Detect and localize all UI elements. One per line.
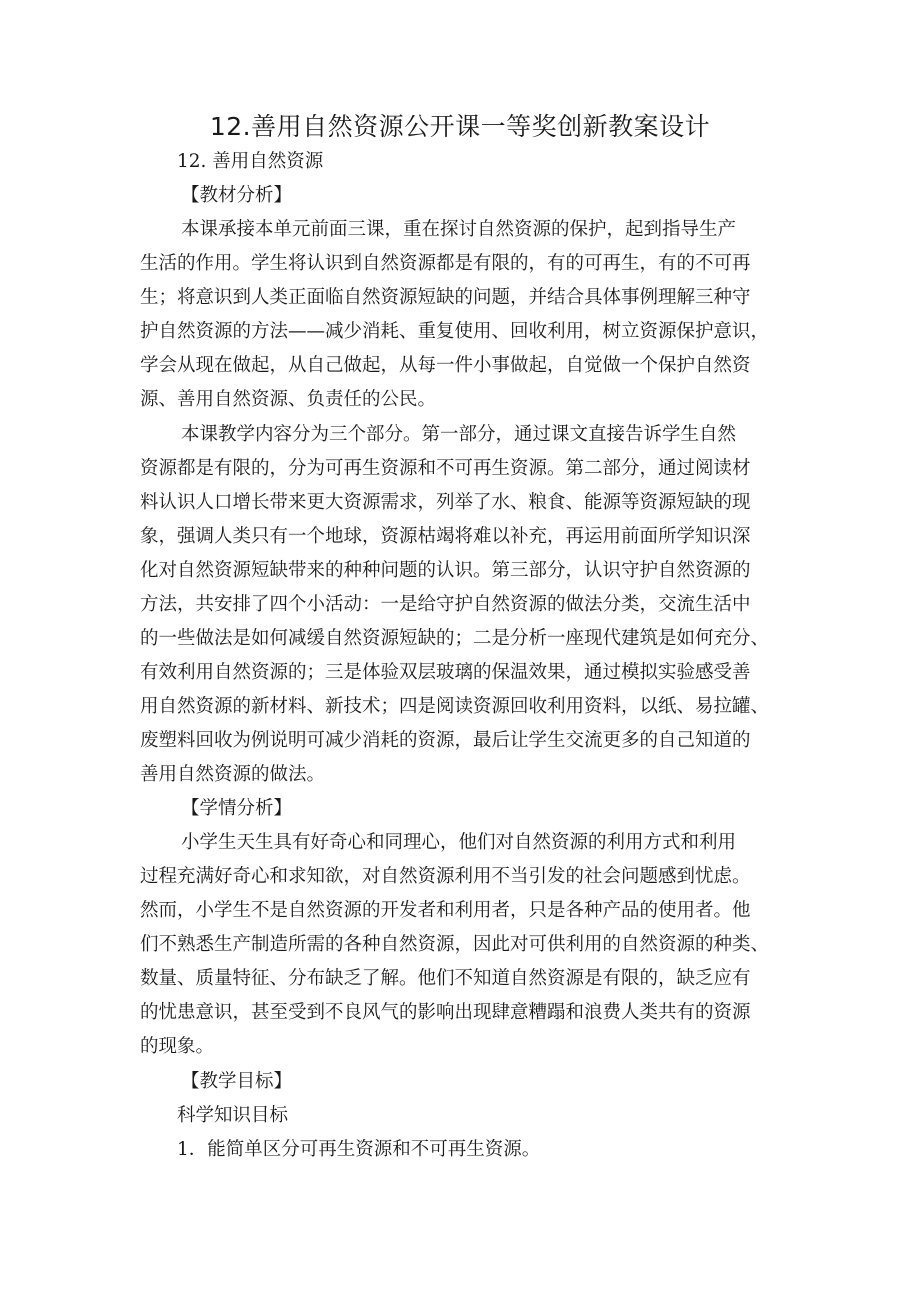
goals-subheading: 科学知识目标: [177, 1105, 289, 1126]
section-heading-learner: 【学情分析】: [181, 798, 293, 819]
document-title: 12.善用自然资源公开课一等奖创新教案设计: [209, 112, 711, 141]
paragraph-line: 的忧患意识，甚至受到不良风气的影响出现肆意糟蹋和浪费人类共有的资源: [140, 1002, 751, 1023]
paragraph-line: 象，强调人类只有一个地球，资源枯竭将难以补充，再运用前面所学知识深: [140, 526, 751, 547]
paragraph-line: 的一些做法是如何减缓自然资源短缺的；二是分析一座现代建筑是如何充分、: [140, 628, 770, 649]
paragraph-line: 小学生天生具有好奇心和同理心，他们对自然资源的利用方式和利用: [181, 832, 737, 853]
paragraph-line: 源、善用自然资源、负责任的公民。: [140, 389, 437, 410]
paragraph-line: 生活的作用。学生将认识到自然资源都是有限的，有的可再生，有的不可再: [140, 253, 751, 274]
paragraph-line: 有效利用自然资源的；三是体验双层玻璃的保温效果，通过模拟实验感受善: [140, 662, 751, 683]
goals-item: 1．能简单区分可再生资源和不可再生资源。: [177, 1139, 541, 1160]
paragraph-line: 学会从现在做起，从自己做起，从每一件小事做起，自觉做一个保护自然资: [140, 355, 751, 376]
paragraph-line: 方法，共安排了四个小活动：一是给守护自然资源的做法分类，交流生活中: [140, 594, 751, 615]
paragraph-line: 资源都是有限的，分为可再生资源和不可再生资源。第二部分，通过阅读材: [140, 458, 751, 479]
paragraph-line: 废塑料回收为例说明可减少消耗的资源，最后让学生交流更多的自己知道的: [140, 730, 751, 751]
paragraph-line: 用自然资源的新材料、新技术；四是阅读资源回收利用资料，以纸、易拉罐、: [140, 696, 770, 717]
section-heading-textbook: 【教材分析】: [181, 185, 293, 206]
paragraph-line: 本课承接本单元前面三课，重在探讨自然资源的保护，起到指导生产: [181, 219, 737, 240]
paragraph-line: 然而，小学生不是自然资源的开发者和利用者，只是各种产品的使用者。他: [140, 900, 751, 921]
paragraph-line: 料认识人口增长带来更大资源需求，列举了水、粮食、能源等资源短缺的现: [140, 492, 751, 513]
paragraph-line: 们不熟悉生产制造所需的各种自然资源，因此对可供利用的自然资源的种类、: [140, 934, 770, 955]
paragraph-line: 的现象。: [140, 1036, 215, 1057]
paragraph-line: 数量、质量特征、分布缺乏了解。他们不知道自然资源是有限的，缺乏应有: [140, 968, 751, 989]
lesson-subtitle: 12. 善用自然资源: [177, 151, 324, 172]
paragraph-line: 护自然资源的方法——减少消耗、重复使用、回收利用，树立资源保护意识，: [140, 321, 770, 342]
paragraph-line: 善用自然资源的做法。: [140, 764, 326, 785]
paragraph-line: 本课教学内容分为三个部分。第一部分，通过课文直接告诉学生自然: [181, 424, 737, 445]
paragraph-line: 过程充满好奇心和求知欲，对自然资源利用不当引发的社会问题感到忧虑。: [140, 866, 751, 887]
paragraph-line: 生；将意识到人类正面临自然资源短缺的问题，并结合具体事例理解三种守: [140, 287, 751, 308]
paragraph-line: 化对自然资源短缺带来的种种问题的认识。第三部分，认识守护自然资源的: [140, 560, 751, 581]
section-heading-goals: 【教学目标】: [181, 1071, 293, 1092]
